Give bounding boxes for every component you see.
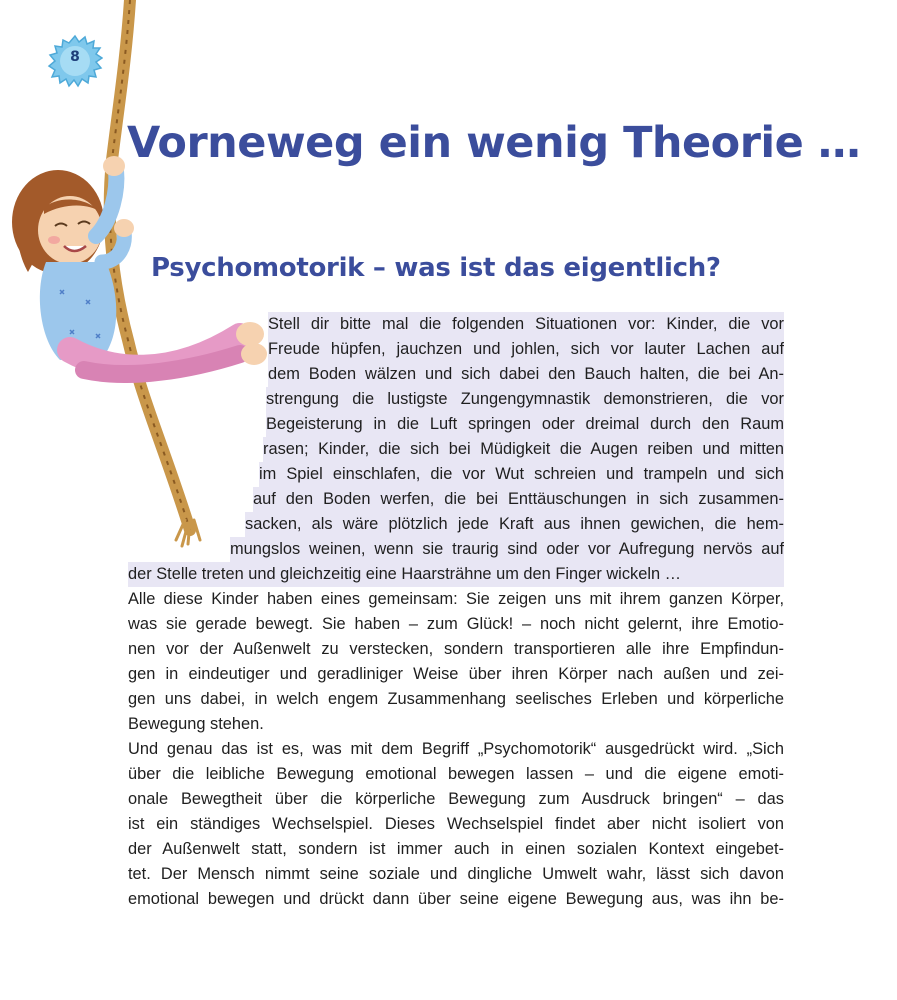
text-line: nen vor der Außenwelt zu verstecken, sondern transportieren alle ihre Empfindun- [128, 640, 784, 658]
text-line: Freude hüpfen, jauchzen und johlen, sich vor lauter Lachen auf [268, 337, 784, 362]
text-line: der Stelle treten und gleichzeitig eine Haarsträhne um den Finger wickeln … [128, 562, 784, 587]
text-line: ist ein ständiges Wechselspiel. Dieses Wechselspiel findet aber nicht isoliert von [128, 815, 784, 833]
page-title: Vorneweg ein wenig Theorie … [127, 118, 861, 168]
text-line: der Außenwelt statt, sondern ist immer auch in einen sozialen Kontext eingebet- [128, 840, 784, 858]
text-line: Begeisterung in die Luft springen oder dreimal durch den Raum [266, 412, 784, 437]
text-line: gen in eindeutiger und geradliniger Weise über ihren Körper nach außen und zei- [128, 665, 784, 683]
text-line: Alle diese Kinder haben eines gemeinsam: Sie zeigen uns mit ihrem ganzen Körper, [128, 590, 784, 608]
text-line: auf den Boden werfen, die bei Enttäuschungen in sich zusammen- [253, 487, 784, 512]
text-line: Stell dir bitte mal die folgenden Situationen vor: Kinder, die vor [268, 312, 784, 337]
text-line: im Spiel einschlafen, die vor Wut schreien und trampeln und sich [259, 462, 784, 487]
text-line: tet. Der Mensch nimmt seine soziale und dingliche Umwelt wahr, lässt sich davon [128, 865, 784, 883]
text-line: dem Boden wälzen und sich dabei den Bauch halten, die bei An- [268, 362, 784, 387]
text-line: Und genau das ist es, was mit dem Begriff „Psychomotorik“ ausgedrückt wird. „Sich [128, 740, 784, 758]
text-line: sacken, als wäre plötzlich jede Kraft aus ihnen gewichen, die hem- [245, 512, 784, 537]
text-line: Bewegung stehen. [128, 715, 264, 733]
text-line: strengung die lustigste Zungengymnastik demonstrieren, die vor [266, 387, 784, 412]
text-line: über die leibliche Bewegung emotional bewegen lassen – und die eigene emoti- [128, 765, 784, 783]
text-line: onale Bewegtheit über die körperliche Bewegung zum Ausdruck bringen“ – das [128, 790, 784, 808]
page-number: 8 [70, 49, 80, 65]
text-line: emotional bewegen und drückt dann über seine eigene Bewegung aus, was ihn be- [128, 890, 784, 908]
text-line: gen uns dabei, in welch engem Zusammenhang seelisches Erleben und körperliche [128, 690, 784, 708]
text-line: mungslos weinen, wenn sie traurig sind oder vor Aufregung nervös auf [230, 537, 784, 562]
text-line: was sie gerade bewegt. Sie haben – zum Glück! – noch nicht gelernt, ihre Emotio- [128, 615, 784, 633]
text-line: rasen; Kinder, die sich bei Müdigkeit die Augen reiben und mitten [263, 437, 784, 462]
section-heading: Psychomotorik – was ist das eigentlich? [151, 253, 721, 283]
